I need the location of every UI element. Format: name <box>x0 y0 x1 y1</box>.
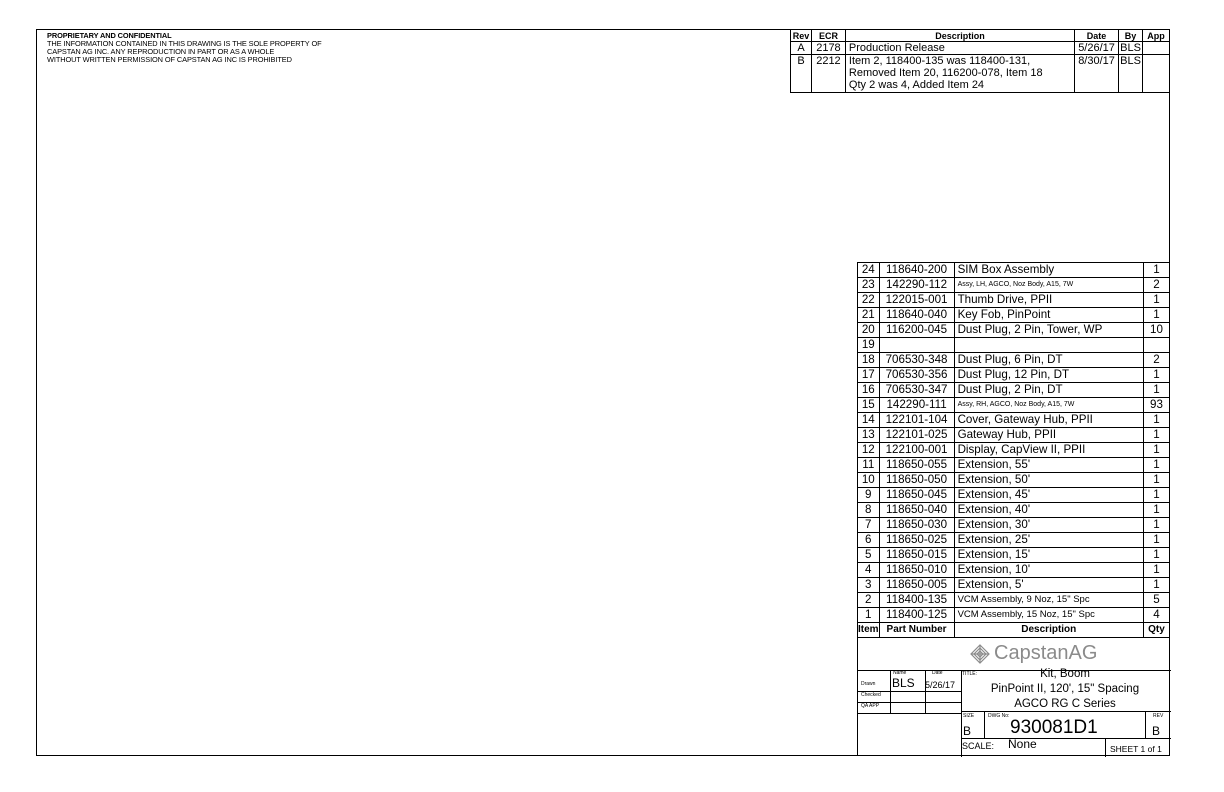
item-cell: 13 <box>858 428 880 443</box>
part-number-cell <box>879 338 954 353</box>
part-number-cell: 118650-055 <box>879 458 954 473</box>
description-cell: Extension, 40' <box>954 503 1143 518</box>
part-number-cell: 118650-045 <box>879 488 954 503</box>
bom-row <box>858 293 1170 308</box>
description-cell: Extension, 45' <box>954 488 1143 503</box>
item-cell: 23 <box>858 278 880 293</box>
part-number-cell: 118640-040 <box>879 308 954 323</box>
revision-letter: B <box>1152 724 1161 738</box>
item-cell: 14 <box>858 413 880 428</box>
description-cell: Dust Plug, 2 Pin, DT <box>954 383 1143 398</box>
name-label: Name <box>893 670 907 676</box>
revision-table <box>790 29 1170 93</box>
item-cell: 6 <box>858 533 880 548</box>
bom-row <box>858 563 1170 578</box>
description-cell: Extension, 15' <box>954 548 1143 563</box>
notice-line: THE INFORMATION CONTAINED IN THIS DRAWING IS THE SOLE PROPERTY OF <box>47 39 322 48</box>
qty-cell: 1 <box>1144 368 1170 383</box>
drawn-date: 5/26/17 <box>925 680 956 690</box>
item-cell: 18 <box>858 353 880 368</box>
qty-cell: 1 <box>1144 443 1170 458</box>
scale-value: None <box>1008 737 1037 751</box>
title-line-2: PinPoint II, 120', 15" Spacing <box>990 683 1140 695</box>
description-cell: Gateway Hub, PPII <box>954 428 1143 443</box>
drawn-name: BLS <box>892 676 915 690</box>
item-cell: 12 <box>858 443 880 458</box>
bom-row <box>858 578 1170 593</box>
item-cell: 19 <box>858 338 880 353</box>
description-cell: Production Release <box>845 42 1074 55</box>
description-cell: Display, CapView II, PPII <box>954 443 1143 458</box>
bom-row <box>858 518 1170 533</box>
date-cell: 5/26/17 <box>1075 42 1119 55</box>
item-cell: 24 <box>858 263 880 278</box>
item-cell: 21 <box>858 308 880 323</box>
bom-row <box>858 413 1170 428</box>
qty-cell: 1 <box>1144 263 1170 278</box>
part-number-cell: 118650-030 <box>879 518 954 533</box>
qty-cell: 1 <box>1144 428 1170 443</box>
description-cell: Cover, Gateway Hub, PPII <box>954 413 1143 428</box>
qty-cell <box>1144 338 1170 353</box>
bom-row <box>858 548 1170 563</box>
notice-line: WITHOUT WRITTEN PERMISSION OF CAPSTAN AG INC IS PROHIBITED <box>47 55 292 64</box>
bom-row <box>858 263 1170 278</box>
sheet-count: SHEET 1 of 1 <box>1110 744 1162 754</box>
bom-row <box>858 608 1170 623</box>
item-cell: 20 <box>858 323 880 338</box>
qty-cell: 4 <box>1144 608 1170 623</box>
rev-cell: B <box>791 55 812 93</box>
part-number-cell: 122101-104 <box>879 413 954 428</box>
item-cell: 8 <box>858 503 880 518</box>
date-label: Date <box>932 670 943 676</box>
bom-row <box>858 593 1170 608</box>
ecr-header: ECR <box>811 30 845 42</box>
bom-row <box>858 308 1170 323</box>
item-cell: 3 <box>858 578 880 593</box>
qty-cell: 5 <box>1144 593 1170 608</box>
revision-row <box>791 42 1170 55</box>
bom-row <box>858 383 1170 398</box>
title-label: TITLE: <box>962 671 978 677</box>
description-cell: Dust Plug, 6 Pin, DT <box>954 353 1143 368</box>
title-line-1: Kit, Boom <box>1040 668 1090 680</box>
part-number-cell: 118640-200 <box>879 263 954 278</box>
description-cell <box>954 338 1143 353</box>
revision-header-row <box>791 30 1170 42</box>
size-label: SIZE <box>963 713 975 719</box>
confidentiality-notice <box>47 32 322 64</box>
qty-cell: 1 <box>1144 488 1170 503</box>
revision-row <box>791 55 1170 93</box>
description-cell: Extension, 10' <box>954 563 1143 578</box>
bom-row <box>858 278 1170 293</box>
item-cell: 17 <box>858 368 880 383</box>
qty-cell: 1 <box>1144 533 1170 548</box>
qty-cell: 1 <box>1144 578 1170 593</box>
description-cell: Assy, LH, AGCO, Noz Body, A15, 7W <box>954 278 1143 293</box>
capstan-logo-icon <box>970 644 990 664</box>
description-cell: Extension, 5' <box>954 578 1143 593</box>
date-header: Date <box>1075 30 1119 42</box>
bom-row <box>858 353 1170 368</box>
item-cell: 4 <box>858 563 880 578</box>
sheet-size: B <box>963 724 972 738</box>
bom-row <box>858 533 1170 548</box>
part-number-cell: 118650-005 <box>879 578 954 593</box>
app-cell <box>1143 42 1170 55</box>
qty-cell: 1 <box>1144 563 1170 578</box>
description-cell: Extension, 55' <box>954 458 1143 473</box>
item-cell: 7 <box>858 518 880 533</box>
item-cell: 1 <box>858 608 880 623</box>
description-cell: Dust Plug, 12 Pin, DT <box>954 368 1143 383</box>
description-cell: Extension, 50' <box>954 473 1143 488</box>
bom-row <box>858 398 1170 413</box>
bom-row <box>858 443 1170 458</box>
bom-row <box>858 503 1170 518</box>
description-cell: VCM Assembly, 15 Noz, 15" Spc <box>954 608 1143 623</box>
description-cell: Thumb Drive, PPII <box>954 293 1143 308</box>
description-cell: SIM Box Assembly <box>954 263 1143 278</box>
app-cell <box>1143 55 1170 93</box>
logo-text: CapstanAG <box>994 642 1098 664</box>
date-cell: 8/30/17 <box>1075 55 1119 93</box>
part-number-cell: 122015-001 <box>879 293 954 308</box>
qty-cell: 1 <box>1144 503 1170 518</box>
title-line-3: AGCO RG C Series <box>1014 698 1116 710</box>
drawing-number: 930081D1 <box>1010 717 1098 738</box>
part-number-cell: 118400-125 <box>879 608 954 623</box>
bom-row <box>858 338 1170 353</box>
description-cell: Extension, 25' <box>954 533 1143 548</box>
qty-cell: 2 <box>1144 353 1170 368</box>
rev-header: Rev <box>791 30 812 42</box>
bom-row <box>858 488 1170 503</box>
part-number-header: Part Number <box>879 623 954 638</box>
qty-cell: 1 <box>1144 383 1170 398</box>
app-header: App <box>1143 30 1170 42</box>
by-cell: BLS <box>1120 42 1141 54</box>
ecr-cell: 2212 <box>811 55 845 93</box>
bom-header-row <box>858 623 1170 638</box>
bill-of-materials <box>857 262 1170 638</box>
checked-label: Checked <box>861 692 881 698</box>
qty-cell: 10 <box>1144 323 1170 338</box>
description-cell: Extension, 30' <box>954 518 1143 533</box>
part-number-cell: 706530-348 <box>879 353 954 368</box>
by-cell: BLS <box>1119 55 1143 93</box>
rev-label: REV <box>1153 713 1164 719</box>
part-number-cell: 706530-356 <box>879 368 954 383</box>
item-header: Item <box>858 623 880 638</box>
company-logo <box>970 642 1097 665</box>
bom-row <box>858 428 1170 443</box>
qty-cell: 1 <box>1144 458 1170 473</box>
item-cell: 2 <box>858 593 880 608</box>
qty-cell: 1 <box>1144 293 1170 308</box>
bom-row <box>858 323 1170 338</box>
part-number-cell: 118650-040 <box>879 503 954 518</box>
rev-cell: A <box>791 42 812 55</box>
item-cell: 9 <box>858 488 880 503</box>
part-number-cell: 122100-001 <box>879 443 954 458</box>
item-cell: 15 <box>858 398 880 413</box>
part-number-cell: 116200-045 <box>879 323 954 338</box>
description-header: Description <box>845 30 1074 42</box>
part-number-cell: 706530-347 <box>879 383 954 398</box>
qty-cell: 1 <box>1144 413 1170 428</box>
notice-heading: PROPRIETARY AND CONFIDENTIAL <box>47 31 172 40</box>
description-cell: Key Fob, PinPoint <box>954 308 1143 323</box>
dwg-label: DWG No: <box>988 713 1010 719</box>
notice-line: CAPSTAN AG INC. ANY REPRODUCTION IN PART OR AS A WHOLE <box>47 47 275 56</box>
part-number-cell: 122101-025 <box>879 428 954 443</box>
part-number-cell: 118650-015 <box>879 548 954 563</box>
bom-row <box>858 368 1170 383</box>
item-cell: 11 <box>858 458 880 473</box>
item-cell: 16 <box>858 383 880 398</box>
description-cell: Assy, RH, AGCO, Noz Body, A15, 7W <box>954 398 1143 413</box>
qty-cell: 1 <box>1144 518 1170 533</box>
part-number-cell: 118650-010 <box>879 563 954 578</box>
qty-cell: 1 <box>1144 308 1170 323</box>
drawn-label: Drawn <box>861 681 876 687</box>
bom-row <box>858 473 1170 488</box>
part-number-cell: 142290-112 <box>879 278 954 293</box>
by-header: By <box>1119 30 1143 42</box>
description-cell: VCM Assembly, 9 Noz, 15" Spc <box>954 593 1143 608</box>
item-cell: 5 <box>858 548 880 563</box>
part-number-cell: 118400-135 <box>879 593 954 608</box>
qty-header: Qty <box>1144 623 1170 638</box>
item-cell: 10 <box>858 473 880 488</box>
part-number-cell: 118650-050 <box>879 473 954 488</box>
part-number-cell: 142290-111 <box>879 398 954 413</box>
ecr-cell: 2178 <box>811 42 845 55</box>
description-cell: Item 2, 118400-135 was 118400-131, Removed Item 20, 116200-078, Item 18 Qty 2 was 4, Added Item 24 <box>845 55 1074 93</box>
qty-cell: 1 <box>1144 548 1170 563</box>
item-cell: 22 <box>858 293 880 308</box>
qty-cell: 2 <box>1144 278 1170 293</box>
description-header: Description <box>954 623 1143 638</box>
qty-cell: 93 <box>1144 398 1170 413</box>
qty-cell: 1 <box>1144 473 1170 488</box>
part-number-cell: 118650-025 <box>879 533 954 548</box>
description-cell: Dust Plug, 2 Pin, Tower, WP <box>954 323 1143 338</box>
scale-label: SCALE: <box>962 741 995 751</box>
qa-label: QA APP <box>861 703 880 709</box>
bom-row <box>858 458 1170 473</box>
